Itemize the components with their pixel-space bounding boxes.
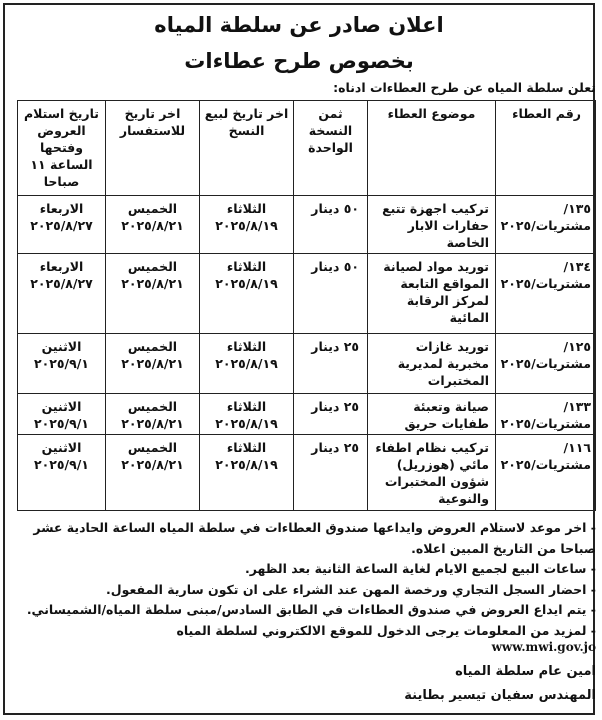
sale-deadline [200, 254, 294, 334]
note-item: - اخر موعد لاستلام العروض وايداعها صندوق العطاءات في سلطة المياه الساعة الحادية عشر صباحا من التاريخ المبين اعلاه. [33, 520, 596, 556]
receipt-deadline [18, 196, 106, 254]
note-item: - ساعات البيع لجميع الايام لغاية الساعة الثانية بعد الظهر. [244, 561, 596, 576]
tenders-table-body [18, 196, 596, 511]
table-row [18, 394, 596, 435]
tender-price: ٢٥ دينار [294, 435, 368, 511]
sale-day: الثلاثاء [226, 440, 267, 455]
note-item: - يتم ايداع العروض في صندوق العطاءات في الطابق السادس/مبنى سلطة المياه/الشميساني. [26, 602, 596, 617]
receipt-deadline [18, 334, 106, 394]
sale-day: الثلاثاء [226, 201, 267, 216]
inquiry-date: ٢٠٢٥/٨/٢١ [121, 457, 184, 472]
signatory-name: المهندس سفيان تيسير بطاينة [404, 688, 596, 703]
inquiry-deadline [106, 254, 200, 334]
inquiry-day: الخميس [127, 201, 178, 216]
sale-date: ٢٠٢٥/٨/١٩ [215, 356, 278, 371]
tender-number: ١٣٤/ مشتريات/٢٠٢٥ [496, 254, 596, 334]
receipt-day: الاربعاء [39, 259, 84, 274]
notes-list [16, 518, 596, 641]
tender-price: ٢٥ دينار [294, 394, 368, 435]
header-receipt-date: تاريخ استلام العروض وفتحها الساعة ١١ صباحا [18, 101, 106, 196]
sale-deadline [200, 435, 294, 511]
header-sale-date: اخر تاريخ لبيع النسخ [200, 101, 294, 196]
website-link[interactable]: www.mwi.gov.jo [491, 640, 596, 654]
header-number: رقم العطاء [496, 101, 596, 196]
tenders-table [17, 100, 596, 511]
note-item: - احضار السجل التجاري ورخصة المهن عند الشراء على ان تكون سارية المفعول. [106, 581, 596, 597]
sale-date: ٢٠٢٥/٨/١٩ [215, 457, 278, 472]
tender-number: ١٣٥/ مشتريات/٢٠٢٥ [496, 196, 596, 254]
receipt-day: الاربعاء [39, 201, 84, 216]
sale-day: الثلاثاء [226, 259, 267, 274]
header-subject: موضوع العطاء [368, 101, 496, 196]
sale-day: الثلاثاء [226, 339, 267, 354]
sale-deadline [200, 394, 294, 435]
tender-price: ٢٥ دينار [294, 334, 368, 394]
receipt-day: الاثنين [41, 440, 82, 455]
sale-deadline [200, 196, 294, 254]
tender-number: ١٣٣/ مشتريات/٢٠٢٥ [496, 394, 596, 435]
receipt-date: ٢٠٢٥/٨/٢٧ [30, 218, 93, 233]
tender-subject: تركيب نظام اطفاء مائي (هوزريل) شؤون المختبرات والنوعية [368, 435, 496, 511]
sale-date: ٢٠٢٥/٨/١٩ [215, 218, 278, 233]
tender-number: ١٢٥/ مشتريات/٢٠٢٥ [496, 334, 596, 394]
tender-price: ٥٠ دينار [294, 254, 368, 334]
sale-deadline [200, 334, 294, 394]
receipt-date: ٢٠٢٥/٨/٢٧ [30, 276, 93, 291]
signatory-position: امين عام سلطة المياه [455, 664, 596, 679]
tender-subject: صيانة وتعبئة طفايات حريق [368, 394, 496, 435]
table-row [18, 435, 596, 511]
receipt-date: ٢٠٢٥/٩/١ [34, 356, 89, 371]
table-row [18, 254, 596, 334]
announcement-subtitle: بخصوص طرح عطاءات [184, 49, 414, 73]
receipt-date: ٢٠٢٥/٩/١ [34, 457, 89, 472]
inquiry-date: ٢٠٢٥/٨/٢١ [121, 276, 184, 291]
inquiry-day: الخميس [127, 259, 178, 274]
tender-subject: تركيب اجهزة تتبع حفارات الابار الخاصة [368, 196, 496, 254]
inquiry-deadline [106, 435, 200, 511]
table-row [18, 196, 596, 254]
tender-subject: توريد غازات مخبرية لمديرية المختبرات [368, 334, 496, 394]
inquiry-deadline [106, 196, 200, 254]
inquiry-deadline [106, 334, 200, 394]
header-price: ثمن النسخة الواحدة [294, 101, 368, 196]
intro-text: تعلن سلطة المياه عن طرح العطاءات ادناه: [333, 80, 596, 95]
inquiry-date: ٢٠٢٥/٨/٢١ [121, 356, 184, 371]
receipt-deadline [18, 254, 106, 334]
inquiry-day: الخميس [127, 399, 178, 414]
receipt-day: الاثنين [41, 399, 82, 414]
inquiry-deadline [106, 394, 200, 435]
inquiry-date: ٢٠٢٥/٨/٢١ [121, 416, 184, 431]
receipt-deadline [18, 435, 106, 511]
header-inquiry-date: اخر تاريخ للاستفسار [106, 101, 200, 196]
sale-date: ٢٠٢٥/٨/١٩ [215, 276, 278, 291]
announcement-title: اعلان صادر عن سلطة المياه [154, 13, 444, 37]
sale-day: الثلاثاء [226, 399, 267, 414]
table-row [18, 334, 596, 394]
inquiry-day: الخميس [127, 440, 178, 455]
sale-date: ٢٠٢٥/٨/١٩ [215, 416, 278, 431]
inquiry-day: الخميس [127, 339, 178, 354]
table-header-row [18, 101, 596, 196]
note-item: - لمزيد من المعلومات يرجى الدخول للموقع الالكتروني لسلطة المياه [176, 622, 596, 638]
receipt-date: ٢٠٢٥/٩/١ [34, 416, 89, 431]
receipt-day: الاثنين [41, 339, 82, 354]
tender-price: ٥٠ دينار [294, 196, 368, 254]
tender-subject: توريد مواد لصيانة المواقع التابعة لمركز الرقابة المائية [368, 254, 496, 334]
inquiry-date: ٢٠٢٥/٨/٢١ [121, 218, 184, 233]
tender-number: ١١٦/ مشتريات/٢٠٢٥ [496, 435, 596, 511]
receipt-deadline [18, 394, 106, 435]
